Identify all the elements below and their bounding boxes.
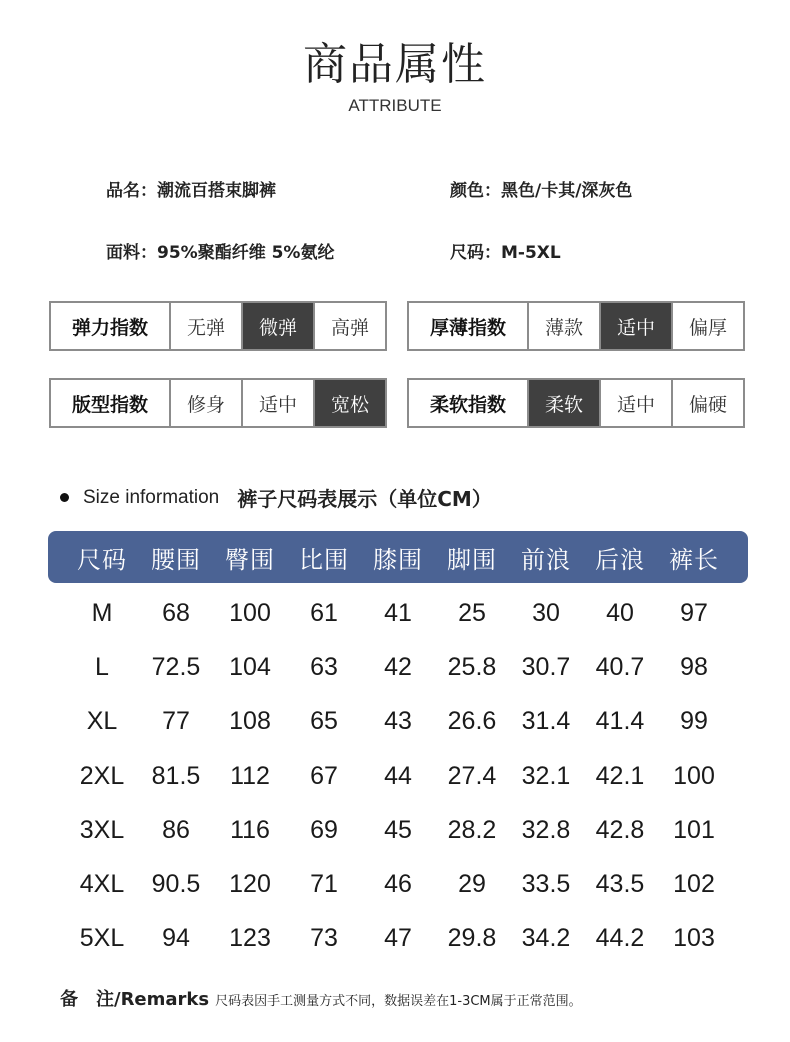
table-cell: 123 [229,924,271,953]
table-cell: 29 [458,870,486,899]
table-cell: 42.1 [595,761,645,790]
index-option: 偏厚 [688,316,727,339]
table-cell: 32.8 [521,815,571,844]
attr-color: 颜色：黑色/卡其/深灰色 [450,181,633,201]
column-header: 臀围 [225,545,275,574]
table-cell: 98 [680,652,708,681]
table-cell: 68 [162,598,190,627]
table-cell: 41 [384,598,412,627]
remarks [60,985,582,1011]
index-option: 薄款 [529,303,601,349]
table-cell: 116 [230,815,270,844]
table-cell: 61 [310,598,338,627]
table-cell: 104 [229,652,271,681]
attr-size: 尺码：M-5XL [450,243,561,263]
table-cell: 100 [229,598,271,627]
attr-fabric: 面料：95%聚酯纤维 5%氨纶 [106,243,335,263]
column-header: 裤长 [669,545,719,574]
column-header: 脚围 [447,545,497,574]
table-cell: 65 [310,707,338,736]
bullet-icon [60,493,69,502]
index-option: 修身 [171,380,243,426]
size-cell: 3XL [79,815,125,844]
table-cell: 28.2 [447,815,497,844]
table-row [65,912,731,966]
attr-name: 品名：潮流百搭束脚裤 [106,181,276,201]
index-label: 弹力指数 [51,303,171,349]
table-cell: 40.7 [595,652,645,681]
table-cell: 81.5 [151,761,201,790]
table-cell: 101 [673,815,715,844]
table-cell: 27.4 [447,761,497,790]
table-row [65,749,731,803]
index-option: 高弹 [330,316,369,339]
table-cell: 97 [680,598,708,627]
table-cell: 29.8 [447,924,497,953]
column-header: 膝围 [373,545,423,574]
index-option: 宽松 [315,380,385,426]
size-cell: M [91,598,113,627]
table-cell: 40 [606,598,634,627]
table-cell: 99 [680,707,708,736]
table-cell: 71 [310,870,338,899]
column-header: 腰围 [151,545,201,574]
table-cell: 100 [673,761,715,790]
table-row [65,857,731,911]
table-cell: 42 [384,652,412,681]
column-header: 尺码 [77,545,127,574]
size-cell: L [95,652,109,681]
table-cell: 94 [162,924,190,953]
table-cell: 43 [384,707,412,736]
table-cell: 73 [310,924,338,953]
table-cell: 45 [384,815,412,844]
table-cell: 42.8 [595,815,645,844]
index-label: 厚薄指数 [409,303,529,349]
table-cell: 26.6 [447,707,497,736]
index-option: 适中 [601,380,673,426]
table-row [65,695,731,749]
table-cell: 30.7 [521,652,571,681]
remarks-label: 备 注/Remarks [60,989,210,1010]
size-cell: 5XL [79,924,125,953]
column-header: 后浪 [595,545,645,574]
index-option: 微弹 [243,303,315,349]
size-table-body [65,586,731,966]
table-cell: 90.5 [151,870,201,899]
index-option: 柔软 [529,380,601,426]
remarks-text: 尺码表因手工测量方式不同，数据误差在1-3CM属于正常范围。 [215,994,582,1009]
table-cell: 41.4 [595,707,645,736]
table-cell: 67 [310,761,338,790]
table-cell: 43.5 [595,870,645,899]
table-cell: 120 [229,870,271,899]
index-box-thickness [407,301,745,351]
table-cell: 108 [229,707,271,736]
index-option: 适中 [243,380,315,426]
table-cell: 46 [384,870,412,899]
table-cell: 34.2 [521,924,571,953]
size-cell: XL [86,707,118,736]
table-cell: 86 [162,815,190,844]
index-option: 偏硬 [688,393,727,416]
table-cell: 44 [384,761,412,790]
index-box-softness [407,378,745,428]
table-cell: 72.5 [151,652,201,681]
size-cell: 4XL [79,870,125,899]
column-header: 比围 [299,545,349,574]
table-cell: 32.1 [521,761,571,790]
table-cell: 69 [310,815,338,844]
table-cell: 63 [310,652,338,681]
index-label: 柔软指数 [409,380,529,426]
index-label: 版型指数 [51,380,171,426]
index-box-fit [49,378,387,428]
table-cell: 112 [230,761,270,790]
size-info-en: Size information [83,486,220,508]
table-cell: 47 [384,924,412,953]
table-row [65,640,731,694]
size-info-cn: 裤子尺码表展示（单位CM） [237,487,492,511]
index-option: 无弹 [171,303,243,349]
column-header: 前浪 [521,545,571,574]
size-info-heading [60,483,492,512]
size-table-header [48,531,748,583]
table-cell: 77 [162,707,190,736]
table-cell: 25 [458,598,486,627]
table-cell: 44.2 [595,924,645,953]
index-option: 适中 [601,303,673,349]
table-cell: 33.5 [521,870,571,899]
table-cell: 25.8 [447,652,497,681]
table-cell: 31.4 [521,707,571,736]
table-cell: 102 [673,870,715,899]
size-cell: 2XL [79,761,125,790]
page-subtitle: ATTRIBUTE [348,96,442,115]
index-box-elasticity [49,301,387,351]
table-cell: 103 [673,924,715,953]
table-row [65,586,731,640]
table-cell: 30 [532,598,560,627]
table-row [65,803,731,857]
page-title: 商品属性 [303,39,487,90]
